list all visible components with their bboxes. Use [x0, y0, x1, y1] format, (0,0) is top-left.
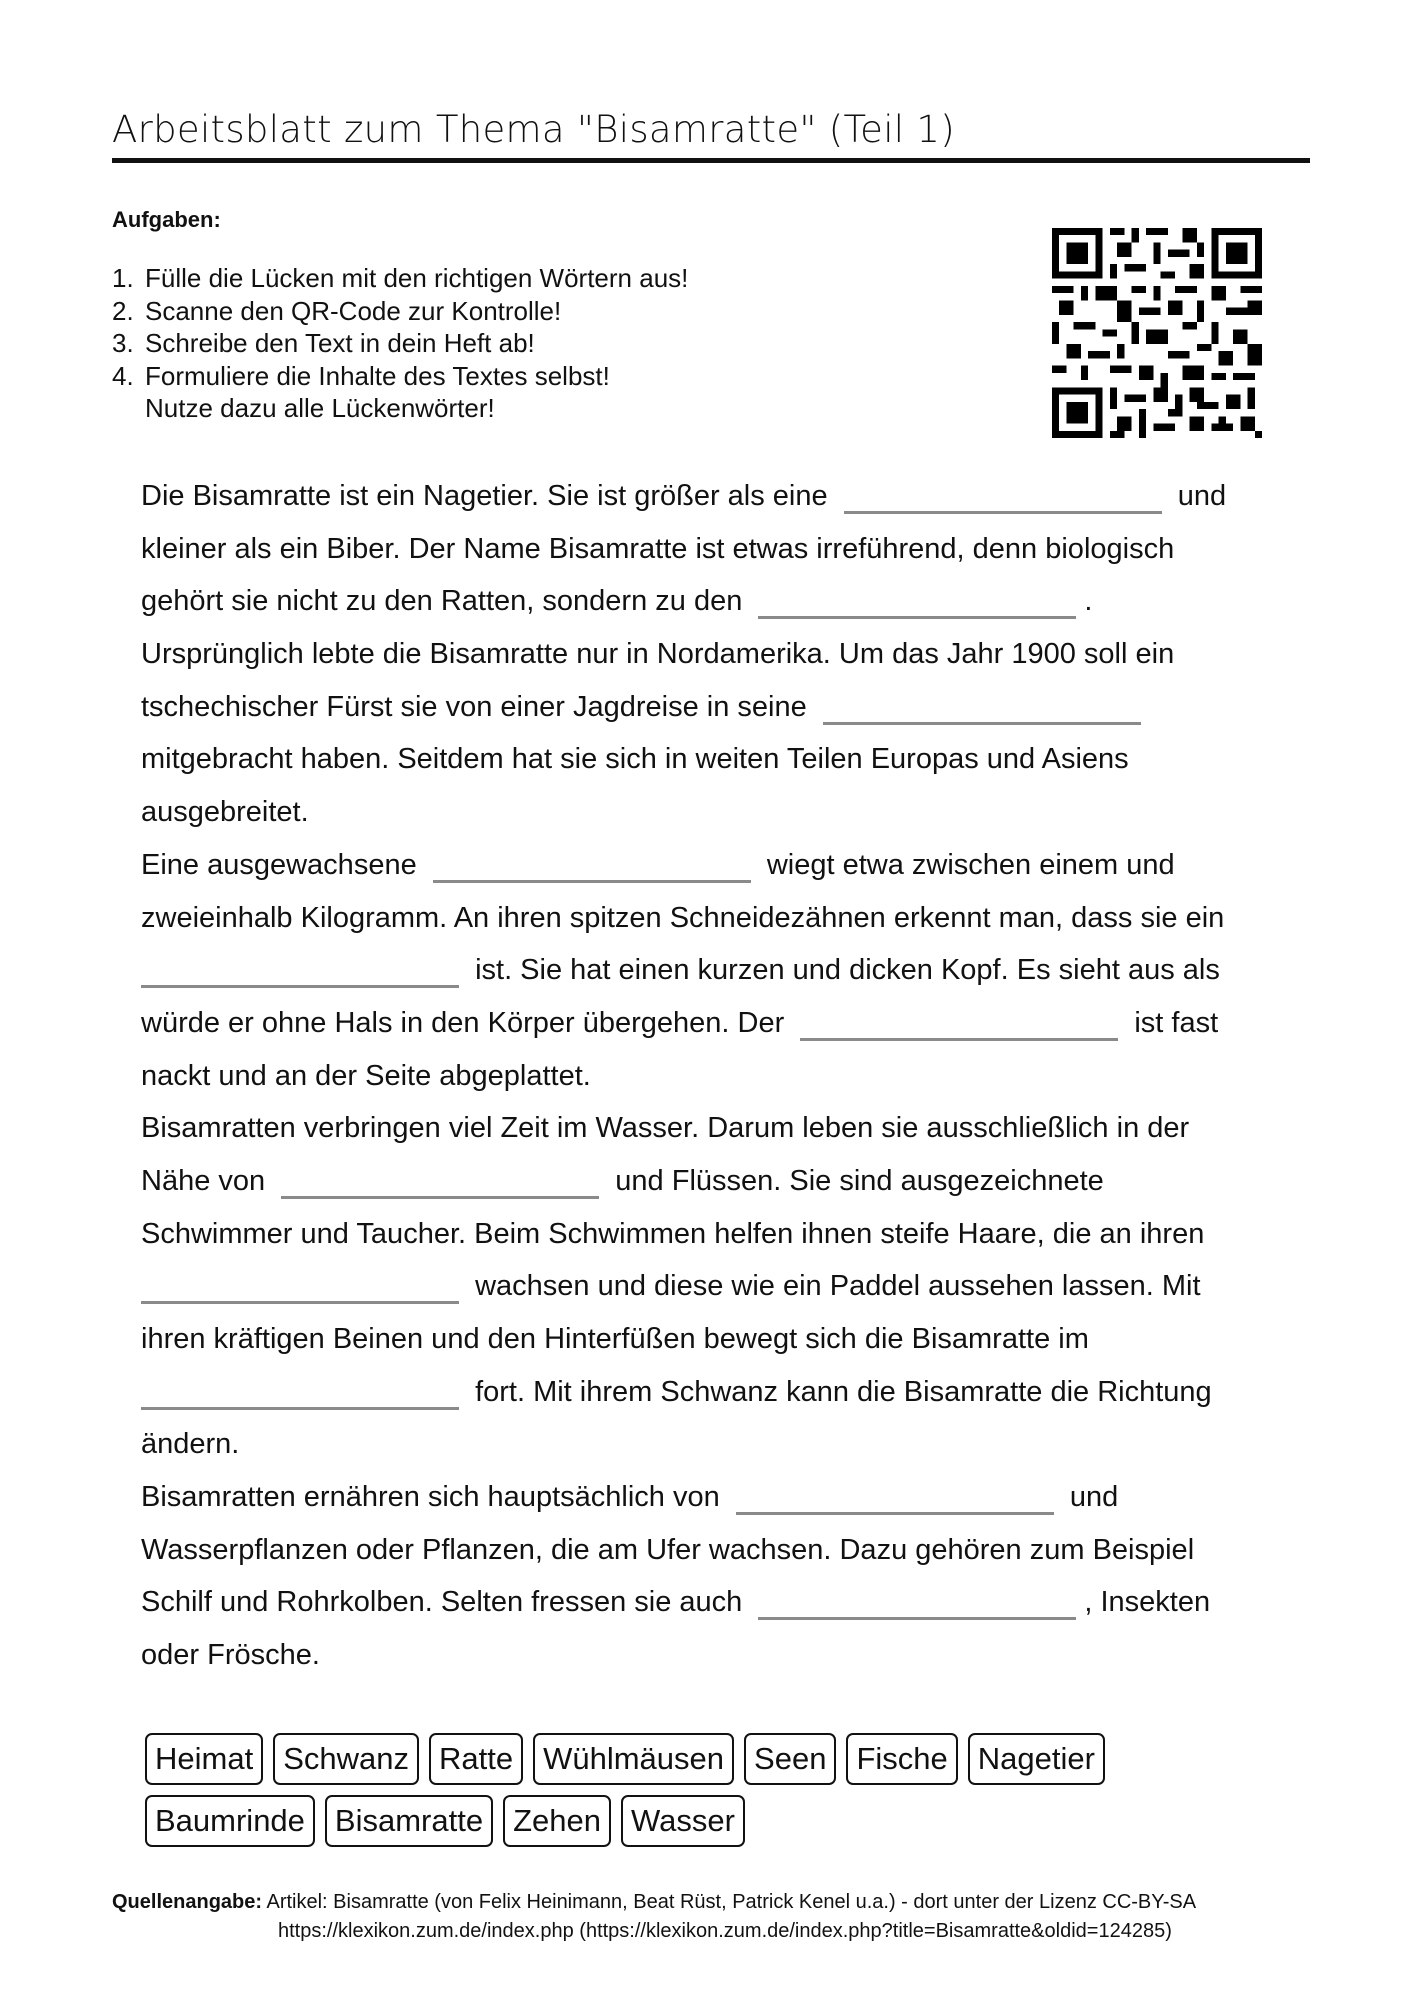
word-chip[interactable]: Baumrinde — [145, 1795, 315, 1847]
blank-field[interactable] — [823, 722, 1141, 725]
word-chip[interactable]: Bisamratte — [325, 1795, 493, 1847]
blank-field[interactable] — [736, 1512, 1054, 1515]
task-text: Scanne den QR-Code zur Kontrolle! — [145, 295, 562, 326]
task-number: 3. — [112, 328, 134, 358]
text-segment: nackt und an der Seite abgeplattet. — [141, 1059, 591, 1092]
blank-field[interactable] — [141, 1407, 459, 1410]
text-line — [141, 786, 1291, 839]
text-line — [141, 1524, 1291, 1577]
word-chip[interactable]: Nagetier — [968, 1733, 1105, 1785]
task-text: Formuliere die Inhalte des Textes selbst! — [145, 360, 610, 391]
task-continuation — [112, 392, 688, 425]
word-chip[interactable]: Schwanz — [273, 1733, 419, 1785]
text-segment: und — [1177, 480, 1227, 512]
word-bank — [145, 1733, 1245, 1857]
text-segment: fort. Mit ihrem Schwanz kann die Bisamratte die Richtung — [475, 1375, 1212, 1408]
text-line — [141, 733, 1291, 786]
task-item — [112, 262, 688, 295]
task-item — [112, 327, 688, 360]
text-segment: Bisamratten verbringen viel Zeit im Wasser. Darum leben sie ausschließlich in der — [141, 1112, 1190, 1145]
word-bank-row — [145, 1733, 1245, 1785]
text-line — [141, 997, 1291, 1050]
text-segment: Ursprünglich lebte die Bisamratte nur in Nordamerika. Um das Jahr 1900 soll ein — [141, 638, 1175, 671]
text-line — [141, 1366, 1291, 1419]
text-segment: Schilf und Rohrkolben. Selten fressen sie auch — [141, 1586, 743, 1619]
source-attribution — [112, 1888, 1196, 1946]
blank-field[interactable] — [758, 1617, 1076, 1620]
task-item — [112, 295, 688, 328]
blank-field[interactable] — [844, 511, 1162, 514]
word-chip[interactable]: Zehen — [503, 1795, 611, 1847]
blank-field[interactable] — [800, 1038, 1118, 1041]
title-rule — [112, 158, 1310, 163]
word-chip[interactable]: Wühlmäusen — [533, 1733, 734, 1785]
text-segment: ausgebreitet. — [141, 796, 309, 829]
text-line — [141, 1102, 1291, 1155]
text-segment: Eine ausgewachsene — [141, 848, 417, 881]
text-line — [141, 523, 1291, 576]
text-segment: mitgebracht haben. Seitdem hat sie sich in weiten Teilen Europas und Asiens — [141, 743, 1129, 776]
task-number: 4. — [112, 360, 134, 391]
word-bank-row — [145, 1795, 1245, 1847]
text-line — [141, 1471, 1291, 1524]
text-segment: kleiner als ein Biber. Der Name Bisamratte ist etwas irreführend, denn biologisch — [141, 532, 1175, 565]
text-segment: wachsen und diese wie ein Paddel aussehen lassen. Mit — [475, 1270, 1201, 1303]
blank-field[interactable] — [758, 616, 1076, 619]
text-line — [141, 628, 1291, 681]
text-segment: ihren kräftigen Beinen und den Hinterfüßen bewegt sich die Bisamratte im — [141, 1323, 1089, 1355]
text-segment: und Flüssen. Sie sind ausgezeichnete — [615, 1164, 1104, 1197]
qr-code-icon[interactable] — [1052, 228, 1262, 438]
text-segment: wiegt etwa zwischen einem und — [766, 848, 1175, 881]
source-label: Quellenangabe: — [112, 1891, 263, 1913]
worksheet-title: Arbeitsblatt zum Thema "Bisamratte" (Teil 1) — [112, 108, 955, 151]
text-segment: tschechischer Fürst sie von einer Jagdreise in seine — [141, 690, 807, 723]
text-line — [141, 1260, 1291, 1313]
word-chip[interactable]: Ratte — [429, 1733, 523, 1785]
text-segment: zweieinhalb Kilogramm. An ihren spitzen Schneidezähnen erkennt man, dass sie ein — [141, 901, 1225, 934]
task-text: Fülle die Lücken mit den richtigen Wörtern aus! — [145, 263, 689, 293]
text-line — [141, 839, 1291, 892]
word-chip[interactable]: Heimat — [145, 1733, 263, 1785]
word-chip[interactable]: Seen — [744, 1733, 836, 1785]
source-url[interactable]: https://klexikon.zum.de/index.php (https://klexikon.zum.de/index.php?title=Bisamratte&oldid=124285) — [278, 1920, 1172, 1942]
text-line — [141, 1629, 1291, 1682]
task-continuation-text: Nutze dazu alle Lückenwörter! — [145, 393, 495, 423]
tasks-heading: Aufgaben: — [112, 207, 221, 232]
text-segment: , Insekten — [1084, 1586, 1211, 1619]
task-text: Schreibe den Text in dein Heft ab! — [145, 328, 535, 358]
text-line — [141, 681, 1291, 734]
text-line — [141, 1313, 1291, 1366]
text-segment: Schwimmer und Taucher. Beim Schwimmen helfen ihnen steife Haare, die an ihren — [141, 1217, 1205, 1250]
blank-field[interactable] — [433, 880, 751, 883]
text-segment: würde er ohne Hals in den Körper übergehen. Der — [141, 1006, 785, 1039]
cloze-text — [141, 470, 1291, 1682]
task-item — [112, 360, 688, 393]
text-segment: Die Bisamratte ist ein Nagetier. Sie ist größer als eine — [141, 480, 828, 512]
text-line — [141, 1155, 1291, 1208]
blank-field[interactable] — [281, 1196, 599, 1199]
text-segment: gehört sie nicht zu den Ratten, sondern zu den — [141, 585, 743, 618]
task-number: 2. — [112, 295, 134, 326]
word-chip[interactable]: Wasser — [621, 1795, 745, 1847]
task-number: 1. — [112, 263, 134, 293]
word-chip[interactable]: Fische — [846, 1733, 957, 1785]
text-segment: Wasserpflanzen oder Pflanzen, die am Ufer wachsen. Dazu gehören zum Beispiel — [141, 1533, 1195, 1566]
text-segment: ist fast — [1134, 1006, 1219, 1039]
text-segment: ist. Sie hat einen kurzen und dicken Kopf. Es sieht aus als — [475, 954, 1220, 987]
text-segment: . — [1084, 585, 1093, 618]
text-line — [141, 1576, 1291, 1629]
text-line — [141, 892, 1291, 945]
text-segment: Bisamratten ernähren sich hauptsächlich von — [141, 1481, 720, 1514]
text-line — [141, 575, 1291, 628]
text-segment: oder Frösche. — [141, 1639, 320, 1672]
text-segment: ändern. — [141, 1428, 240, 1461]
text-line — [141, 1050, 1291, 1103]
task-list — [112, 262, 688, 425]
source-text: Artikel: Bisamratte (von Felix Heinimann, Beat Rüst, Patrick Kenel u.a.) - dort unter der Lizenz CC-BY-SA — [266, 1891, 1197, 1913]
text-line — [141, 944, 1291, 997]
text-segment: und — [1069, 1481, 1119, 1514]
text-segment: Nähe von — [141, 1164, 266, 1197]
blank-field[interactable] — [141, 985, 459, 988]
blank-field[interactable] — [141, 1301, 459, 1304]
text-line — [141, 1208, 1291, 1261]
text-line — [141, 470, 1291, 523]
text-line — [141, 1418, 1291, 1471]
